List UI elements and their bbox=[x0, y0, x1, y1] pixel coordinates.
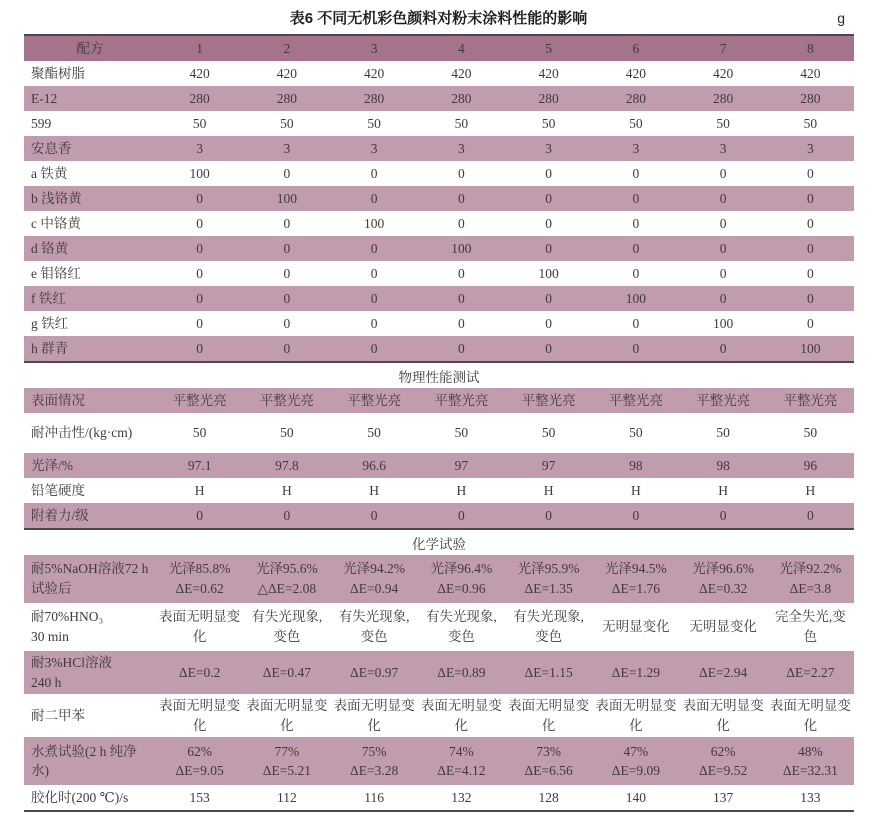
value-cell: H bbox=[805, 482, 816, 498]
value-cell bbox=[331, 737, 418, 785]
value-cell: 0 bbox=[458, 265, 465, 281]
cell-line: ΔE=4.12 bbox=[437, 763, 486, 779]
value-cell: 50 bbox=[716, 425, 730, 441]
value-cell: 0 bbox=[196, 215, 203, 231]
value-cell: 0 bbox=[719, 190, 727, 206]
cell-line: 74% bbox=[449, 743, 474, 759]
value-cell: 4 bbox=[458, 40, 465, 56]
value-cell: 0 bbox=[807, 215, 814, 231]
value-cell: 3 bbox=[632, 140, 640, 156]
value-cell: 0 bbox=[196, 290, 203, 306]
value-cell: 0 bbox=[370, 290, 378, 306]
row-label: 配方 bbox=[76, 40, 104, 56]
value-cell: 0 bbox=[719, 240, 727, 256]
unit-label: g bbox=[837, 10, 845, 26]
value-cell: 无明显变化 bbox=[602, 619, 670, 635]
value-cell: 有失光现象,变色 bbox=[513, 609, 585, 644]
cell-line: 光泽94.5% bbox=[604, 561, 667, 577]
value-cell: 0 bbox=[807, 507, 814, 523]
value-cell: 420 bbox=[364, 65, 385, 81]
table-row bbox=[24, 785, 854, 810]
value-cell: ΔE=2.94 bbox=[699, 664, 748, 680]
row-label: 耐5%NaOH溶液72 h试验后 bbox=[31, 561, 149, 596]
value-cell: 0 bbox=[458, 290, 465, 306]
value-cell: H bbox=[718, 482, 728, 498]
value-cell: 表面无明显变化 bbox=[246, 698, 328, 733]
value-cell: 50 bbox=[716, 115, 730, 131]
value-cell: 50 bbox=[541, 425, 556, 441]
value-cell: 0 bbox=[719, 265, 727, 281]
value-cell: 有失光现象,变色 bbox=[251, 609, 323, 644]
value-cell: 96 bbox=[803, 457, 818, 473]
row-label bbox=[24, 603, 156, 651]
value-cell: 50 bbox=[367, 425, 381, 441]
row-label: 附着力/级 bbox=[31, 507, 89, 523]
cell-line: 47% bbox=[623, 743, 649, 759]
value-cell: H bbox=[282, 482, 292, 498]
value-cell: 420 bbox=[451, 65, 472, 81]
table-title: 表6 不同无机彩色颜料对粉末涂料性能的影响 bbox=[289, 9, 588, 27]
cell-line: ΔE=3.8 bbox=[789, 581, 832, 596]
table-row bbox=[24, 286, 854, 311]
value-cell: H bbox=[456, 482, 467, 498]
cell-line: ΔE=9.09 bbox=[611, 763, 660, 779]
value-cell: 0 bbox=[545, 215, 552, 231]
value-cell: 100 bbox=[451, 240, 472, 256]
formula-table bbox=[24, 34, 854, 812]
table-row bbox=[24, 478, 854, 503]
value-cell: 8 bbox=[807, 40, 814, 56]
value-cell: 0 bbox=[370, 340, 378, 356]
section-header-row bbox=[24, 361, 854, 388]
table-row bbox=[24, 694, 854, 737]
cell-line: ΔE=6.56 bbox=[524, 763, 573, 779]
value-cell: 0 bbox=[632, 340, 640, 356]
row-label: 599 bbox=[31, 115, 52, 131]
value-cell bbox=[505, 555, 592, 603]
value-cell: 100 bbox=[800, 340, 821, 356]
value-cell: 0 bbox=[196, 340, 203, 356]
value-cell: 表面无明显变化 bbox=[682, 698, 764, 733]
value-cell: 0 bbox=[458, 165, 465, 181]
value-cell: 0 bbox=[632, 265, 640, 281]
value-cell: 98 bbox=[629, 457, 643, 473]
cell-line: 光泽95.9% bbox=[517, 561, 580, 577]
cell-line: ΔE=3.28 bbox=[350, 763, 399, 779]
table-row bbox=[24, 211, 854, 236]
cell-line: 光泽95.6% bbox=[255, 561, 318, 577]
value-cell: 3 bbox=[458, 140, 465, 156]
value-cell: 平整光亮 bbox=[783, 392, 838, 408]
cell-line: ΔE=9.52 bbox=[699, 763, 748, 779]
value-cell: 0 bbox=[370, 315, 378, 331]
value-cell: 100 bbox=[364, 215, 385, 231]
cell-line: 耐70%HNO₃ bbox=[31, 609, 104, 625]
value-cell: 0 bbox=[283, 507, 291, 523]
value-cell: 50 bbox=[541, 115, 556, 131]
value-cell: 137 bbox=[713, 789, 734, 805]
value-cell: ΔE=0.2 bbox=[178, 664, 221, 680]
value-cell bbox=[592, 555, 679, 603]
section-header-label: 物理性能测试 bbox=[398, 369, 480, 385]
value-cell: 0 bbox=[807, 315, 814, 331]
value-cell bbox=[156, 737, 243, 785]
value-cell: 0 bbox=[458, 340, 465, 356]
value-cell: 50 bbox=[192, 115, 207, 131]
table-row bbox=[24, 111, 854, 136]
value-cell: 表面无明显变化 bbox=[508, 698, 590, 733]
value-cell: 0 bbox=[283, 290, 291, 306]
value-cell: 280 bbox=[189, 90, 210, 106]
value-cell: 平整光亮 bbox=[434, 392, 489, 408]
row-label: 聚酯树脂 bbox=[31, 65, 85, 81]
cell-line: ΔE=0.62 bbox=[175, 581, 224, 596]
value-cell: 0 bbox=[632, 215, 640, 231]
value-cell: 3 bbox=[545, 140, 552, 156]
cell-line: ΔE=0.94 bbox=[350, 581, 399, 596]
table-row bbox=[24, 413, 854, 453]
value-cell: 50 bbox=[803, 115, 818, 131]
row-label: a 铁黄 bbox=[31, 165, 68, 181]
value-cell: 0 bbox=[719, 215, 727, 231]
value-cell: 7 bbox=[719, 40, 727, 56]
value-cell: ΔE=0.89 bbox=[437, 664, 486, 680]
row-label: 胶化时(200 ℃)/s bbox=[31, 789, 129, 805]
value-cell: 表面无明显变化 bbox=[595, 698, 677, 733]
value-cell: 50 bbox=[192, 425, 207, 441]
value-cell: H bbox=[631, 482, 641, 498]
table-row bbox=[24, 136, 854, 161]
table-row bbox=[24, 555, 854, 603]
row-label: E-12 bbox=[31, 90, 58, 106]
value-cell: 表面无明显变化 bbox=[769, 698, 851, 733]
cell-line: ΔE=0.32 bbox=[699, 581, 748, 596]
value-cell: H bbox=[369, 482, 379, 498]
value-cell bbox=[592, 737, 679, 785]
value-cell: 平整光亮 bbox=[259, 392, 314, 408]
value-cell: 420 bbox=[538, 65, 559, 81]
section-header-row bbox=[24, 528, 854, 555]
value-cell: 0 bbox=[807, 290, 814, 306]
row-label: b 浅铬黄 bbox=[31, 190, 82, 206]
value-cell: 50 bbox=[454, 425, 469, 441]
value-cell: 0 bbox=[283, 340, 291, 356]
value-cell bbox=[505, 737, 592, 785]
row-label: g 铁红 bbox=[31, 315, 69, 331]
value-cell: H bbox=[194, 482, 205, 498]
value-cell bbox=[418, 737, 505, 785]
cell-line: 30 min bbox=[31, 629, 69, 644]
cell-line: △ΔE=2.08 bbox=[257, 581, 317, 596]
value-cell: 420 bbox=[276, 65, 297, 81]
value-cell bbox=[680, 555, 767, 603]
value-cell: 0 bbox=[545, 290, 552, 306]
table-row bbox=[24, 737, 854, 785]
value-cell: 0 bbox=[458, 190, 465, 206]
value-cell: 420 bbox=[800, 65, 821, 81]
value-cell: 112 bbox=[277, 789, 297, 805]
value-cell: 0 bbox=[632, 315, 640, 331]
value-cell: 97 bbox=[454, 457, 469, 473]
value-cell: 133 bbox=[800, 789, 821, 805]
table-row bbox=[24, 86, 854, 111]
value-cell bbox=[331, 555, 418, 603]
value-cell: 表面无明显变化 bbox=[159, 609, 241, 644]
table-row bbox=[24, 603, 854, 651]
value-cell: 3 bbox=[196, 140, 203, 156]
table-row bbox=[24, 261, 854, 286]
cell-line: 62% bbox=[710, 743, 736, 759]
value-cell bbox=[418, 555, 505, 603]
value-cell: 153 bbox=[189, 789, 210, 805]
value-cell: 280 bbox=[364, 90, 385, 106]
value-cell: 0 bbox=[196, 265, 203, 281]
table-row bbox=[24, 61, 854, 86]
value-cell: 0 bbox=[719, 340, 727, 356]
value-cell: 0 bbox=[458, 507, 465, 523]
row-label: f 铁红 bbox=[31, 290, 66, 306]
value-cell: 0 bbox=[458, 315, 465, 331]
value-cell: 0 bbox=[807, 240, 814, 256]
value-cell: 0 bbox=[545, 507, 552, 523]
value-cell bbox=[243, 737, 330, 785]
value-cell: 0 bbox=[719, 290, 727, 306]
value-cell: 97 bbox=[541, 457, 556, 473]
value-cell: 0 bbox=[632, 507, 640, 523]
value-cell: 0 bbox=[196, 240, 203, 256]
value-cell: 97.1 bbox=[187, 457, 212, 473]
value-cell: 50 bbox=[629, 425, 643, 441]
value-cell: 140 bbox=[625, 789, 646, 805]
value-cell: 0 bbox=[196, 507, 203, 523]
value-cell: 表面无明显变化 bbox=[420, 698, 502, 733]
value-cell: 128 bbox=[538, 789, 559, 805]
value-cell: 0 bbox=[545, 340, 552, 356]
value-cell: 0 bbox=[370, 265, 378, 281]
table-row bbox=[24, 186, 854, 211]
table-header-row bbox=[24, 36, 854, 61]
value-cell: 0 bbox=[196, 315, 203, 331]
cell-line: 75% bbox=[361, 743, 387, 759]
cell-line: ΔE=0.96 bbox=[437, 581, 486, 596]
value-cell: 100 bbox=[713, 315, 734, 331]
row-label: e 钼铬红 bbox=[31, 265, 81, 281]
value-cell: 50 bbox=[367, 115, 381, 131]
table-row bbox=[24, 161, 854, 186]
value-cell: 280 bbox=[625, 90, 646, 106]
value-cell: 3 bbox=[370, 140, 378, 156]
cell-line: 光泽96.6% bbox=[692, 561, 755, 577]
value-cell: 有失光现象,变色 bbox=[338, 609, 410, 644]
row-label: d 铬黄 bbox=[31, 240, 69, 256]
value-cell: 0 bbox=[283, 215, 291, 231]
value-cell: 1 bbox=[196, 40, 203, 56]
value-cell: 50 bbox=[803, 425, 818, 441]
value-cell: 平整光亮 bbox=[696, 392, 751, 408]
value-cell: 280 bbox=[800, 90, 821, 106]
value-cell: 0 bbox=[632, 190, 640, 206]
row-label bbox=[24, 651, 156, 694]
value-cell: ΔE=2.27 bbox=[786, 664, 835, 680]
value-cell: 280 bbox=[276, 90, 297, 106]
value-cell: 420 bbox=[713, 65, 734, 81]
value-cell: 0 bbox=[545, 190, 552, 206]
cell-line: ΔE=32.31 bbox=[782, 763, 838, 779]
value-cell: 0 bbox=[545, 315, 552, 331]
cell-line: 62% bbox=[187, 743, 212, 759]
value-cell: 0 bbox=[719, 165, 727, 181]
row-label: 表面情况 bbox=[31, 392, 85, 408]
value-cell: 表面无明显变化 bbox=[333, 698, 415, 733]
cell-line: 48% bbox=[798, 743, 823, 759]
value-cell: 0 bbox=[545, 165, 552, 181]
row-label: h 群青 bbox=[31, 340, 69, 356]
value-cell: 5 bbox=[545, 40, 552, 56]
value-cell: ΔE=0.47 bbox=[262, 664, 311, 680]
value-cell: 0 bbox=[632, 165, 640, 181]
value-cell: 420 bbox=[625, 65, 646, 81]
value-cell bbox=[680, 737, 767, 785]
row-label: 铅笔硬度 bbox=[31, 482, 85, 498]
value-cell: 6 bbox=[632, 40, 640, 56]
value-cell: 97.8 bbox=[275, 457, 299, 473]
value-cell: 有失光现象,变色 bbox=[425, 609, 497, 644]
table-row bbox=[24, 503, 854, 528]
value-cell: 50 bbox=[454, 115, 469, 131]
value-cell: ΔE=0.97 bbox=[350, 664, 399, 680]
value-cell: 100 bbox=[538, 265, 559, 281]
cell-line: 耐3%HCl溶液 bbox=[31, 655, 112, 670]
value-cell: 0 bbox=[458, 215, 465, 231]
row-label: 光泽/% bbox=[31, 457, 73, 473]
value-cell: 0 bbox=[545, 240, 552, 256]
value-cell: 96.6 bbox=[362, 457, 386, 473]
value-cell: 0 bbox=[807, 165, 814, 181]
value-cell: 表面无明显变化 bbox=[159, 698, 241, 733]
value-cell: ΔE=1.29 bbox=[611, 664, 660, 680]
row-label: 水煮试验(2 h 纯净水) bbox=[31, 743, 137, 779]
row-label: 耐二甲苯 bbox=[31, 707, 85, 723]
value-cell: 100 bbox=[189, 165, 210, 181]
value-cell: 98 bbox=[716, 457, 730, 473]
title-bar bbox=[0, 0, 877, 34]
value-cell: 3 bbox=[807, 140, 814, 156]
value-cell bbox=[767, 555, 854, 603]
value-cell: 50 bbox=[280, 115, 294, 131]
value-cell: 无明显变化 bbox=[689, 619, 757, 635]
table-row bbox=[24, 453, 854, 478]
cell-line: 光泽92.2% bbox=[779, 561, 842, 577]
value-cell: 132 bbox=[451, 789, 472, 805]
cell-line: 光泽85.8% bbox=[168, 561, 231, 577]
cell-line: ΔE=1.76 bbox=[611, 581, 660, 596]
value-cell bbox=[156, 555, 243, 603]
table-row bbox=[24, 388, 854, 413]
value-cell: H bbox=[543, 482, 554, 498]
value-cell: 0 bbox=[283, 165, 291, 181]
value-cell: 3 bbox=[370, 40, 378, 56]
value-cell: 50 bbox=[629, 115, 643, 131]
table-row bbox=[24, 311, 854, 336]
value-cell: 3 bbox=[719, 140, 727, 156]
value-cell: 280 bbox=[713, 90, 734, 106]
section-header-label: 化学试验 bbox=[412, 536, 466, 552]
row-label: 耐冲击性/(kg·cm) bbox=[31, 425, 133, 441]
cell-line: ΔE=1.35 bbox=[524, 581, 573, 596]
value-cell: 平整光亮 bbox=[521, 392, 576, 408]
value-cell: 0 bbox=[807, 265, 814, 281]
value-cell: 0 bbox=[807, 190, 814, 206]
value-cell: 0 bbox=[370, 190, 378, 206]
value-cell: 平整光亮 bbox=[172, 392, 227, 408]
value-cell: 0 bbox=[283, 265, 291, 281]
table-row bbox=[24, 651, 854, 694]
value-cell: 平整光亮 bbox=[347, 392, 402, 408]
value-cell: 50 bbox=[280, 425, 294, 441]
table-row bbox=[24, 336, 854, 361]
value-cell: 0 bbox=[283, 315, 291, 331]
cell-line: ΔE=5.21 bbox=[262, 763, 311, 779]
cell-line: 240 h bbox=[31, 674, 62, 690]
value-cell: 116 bbox=[364, 789, 384, 805]
value-cell bbox=[767, 737, 854, 785]
cell-line: 77% bbox=[274, 743, 300, 759]
value-cell: 0 bbox=[283, 240, 291, 256]
cell-line: 73% bbox=[536, 743, 561, 759]
value-cell: ΔE=1.15 bbox=[524, 664, 573, 680]
value-cell: 0 bbox=[370, 240, 378, 256]
cell-line: ΔE=9.05 bbox=[175, 763, 224, 779]
value-cell: 100 bbox=[625, 290, 646, 306]
value-cell: 2 bbox=[283, 40, 291, 56]
value-cell: 0 bbox=[632, 240, 640, 256]
table-row bbox=[24, 236, 854, 261]
value-cell: 100 bbox=[276, 190, 297, 206]
value-cell: 280 bbox=[538, 90, 559, 106]
cell-line: 光泽96.4% bbox=[430, 561, 493, 577]
value-cell bbox=[243, 555, 330, 603]
value-cell: 0 bbox=[719, 507, 727, 523]
cell-line: 光泽94.2% bbox=[343, 561, 406, 577]
value-cell: 0 bbox=[370, 507, 378, 523]
row-label: 安息香 bbox=[31, 140, 72, 156]
value-cell: 0 bbox=[196, 190, 203, 206]
value-cell: 420 bbox=[189, 65, 210, 81]
row-label: c 中铬黄 bbox=[31, 215, 81, 231]
value-cell: 平整光亮 bbox=[608, 392, 663, 408]
value-cell: 3 bbox=[283, 140, 291, 156]
value-cell: 280 bbox=[451, 90, 472, 106]
value-cell: 完全失光,变色 bbox=[774, 609, 846, 644]
value-cell: 0 bbox=[370, 165, 378, 181]
